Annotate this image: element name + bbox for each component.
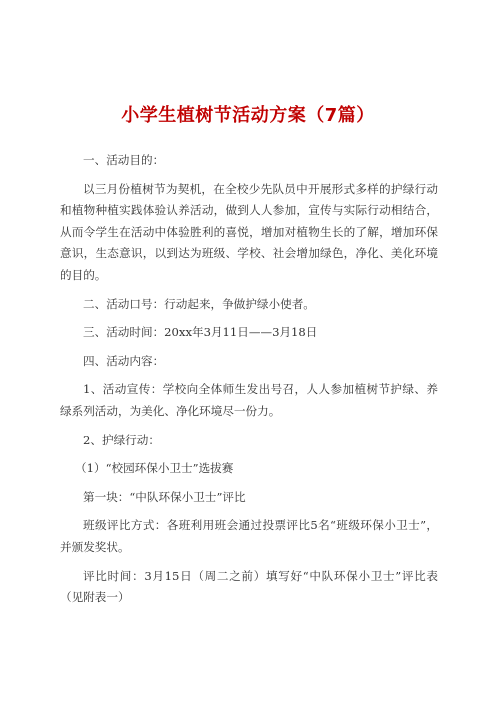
paragraph-content-heading: 四、活动内容： — [83, 353, 165, 368]
paragraph-contest: （1）“校园环保小卫士”选拔赛 — [75, 461, 234, 476]
paragraph-purpose-heading: 一、活动目的： — [83, 153, 165, 167]
paragraph-time: 三、活动时间：20xx年3月11日——3月18日 — [83, 325, 318, 340]
document-title: 小学生植树节活动方案（7篇） — [121, 105, 375, 126]
document-body — [60, 150, 438, 616]
paragraph-block-one: 第一块：“中队环保小卫士”评比 — [83, 489, 246, 504]
paragraph-class-method: 班级评比方式：各班利用班会通过投票评比5名“班级环保小卫士”，并颁发奖状。 — [60, 518, 438, 554]
paragraph-slogan: 二、活动口号：行动起来，争做护绿小使者。 — [83, 296, 315, 311]
paragraph-purpose-text: 以三月份植树节为契机，在全校少先队员中开展形式多样的护绿行动和植物种植实践体验认养活动，做到人人参加，宣传与实际行动相结合，从而令学生在活动中体验胜利的喜悦，增加对植物生长的了解，增加环保意识，生态意识，以到达为班级、学校、社会增加绿色，净化、美化环境的目的。 — [60, 181, 438, 282]
paragraph-publicity: 1、活动宣传：学校向全体师生发出号召，人人参加植树节护绿、养绿系列活动，为美化、净化环境尽一份力。 — [60, 382, 438, 418]
paragraph-green-action: 2、护绿行动： — [83, 432, 160, 447]
paragraph-evaluation-time: 评比时间：3月15日（周二之前）填写好“中队环保小卫士”评比表（见附表一） — [60, 568, 438, 605]
